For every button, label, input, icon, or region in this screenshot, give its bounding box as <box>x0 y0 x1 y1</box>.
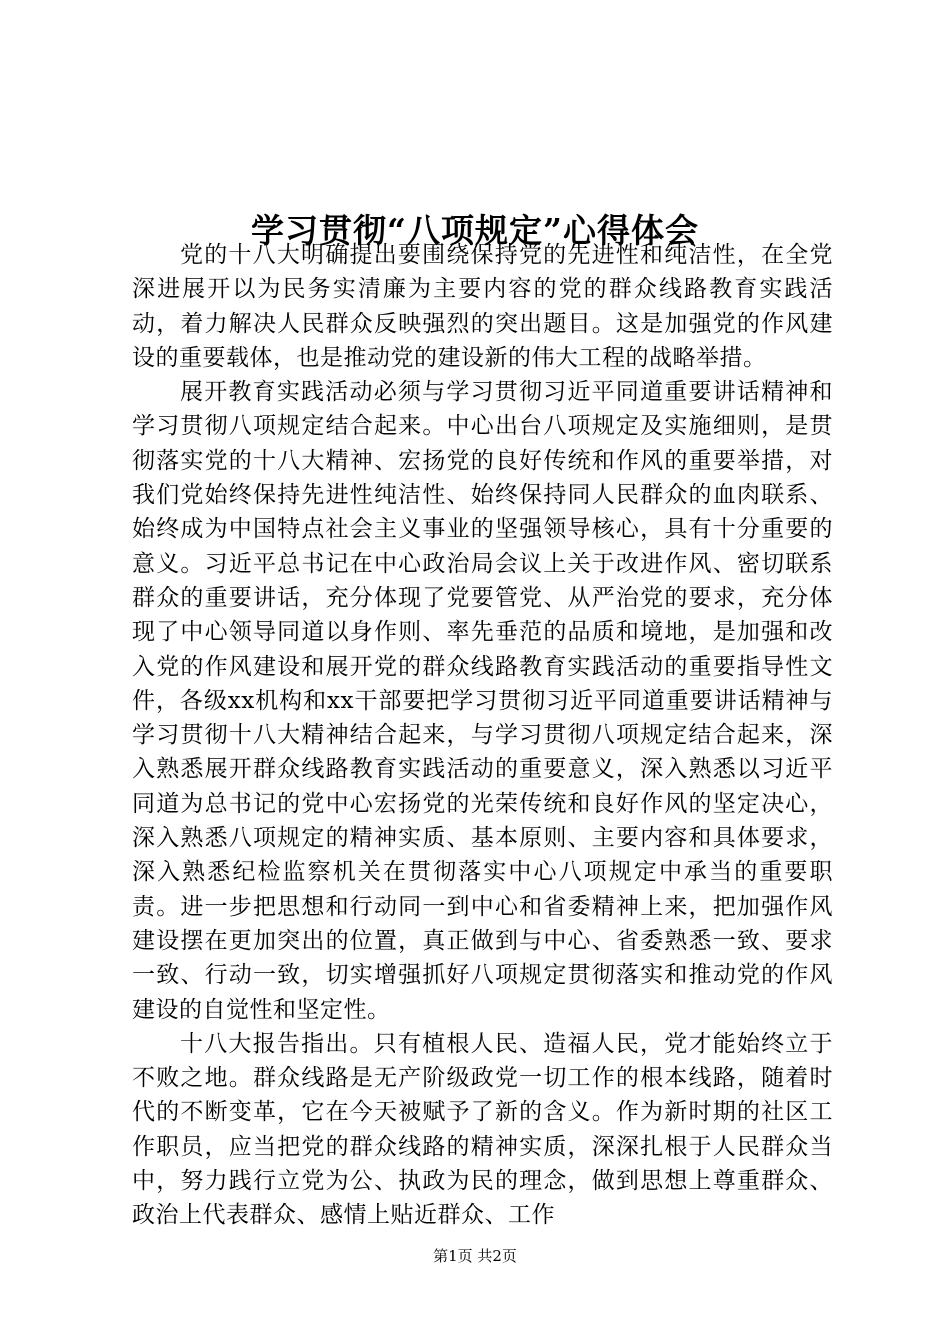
paragraph-3: 十八大报告指出。只有植根人民、造福人民，党才能始终立于不败之地。群众线路是无产阶级政党一切工作的根本线路，随着时代的不断变革，它在今天被赋予了新的含义。作为新时期的社区工作职员，应当把党的群众线路的精神实质，深深扎根于人民群众当中，努力践行立党为公、执政为民的理念，做到思想上尊重群众、政治上代表群众、感情上贴近群众、工作 <box>132 1030 833 1229</box>
paragraph-1: 党的十八大明确提出要围绕保持党的先进性和纯洁性，在全党深进展开以为民务实清廉为主要内容的党的群众线路教育实践活动，着力解决人民群众反映强烈的突出题目。这是加强党的作风建设的重要载体，也是推动党的建设新的伟大工程的战略举措。 <box>132 242 833 371</box>
paragraph-2: 展开教育实践活动必须与学习贯彻习近平同道重要讲话精神和学习贯彻八项规定结合起来。中心出台八项规定及实施细则，是贯彻落实党的十八大精神、宏扬党的良好传统和作风的重要举措，对我们党始终保持先进性纯洁性、始终保持同人民群众的血肉联系、始终成为中国特点社会主义事业的坚强领导核心，具有十分重要的意义。习近平总书记在中心政治局会议上关于改进作风、密切联系群众的重要讲话，充分体现了党要管党、从严治党的要求，充分体现了中心领导同道以身作则、率先垂范的品质和境地，是加强和改入党的作风建设和展开党的群众线路教育实践活动的重要指导性文件，各级xx机构和xx干部要把学习贯彻习近平同道重要讲话精神与学习贯彻十八大精神结合起来，与学习贯彻八项规定结合起来，深入熟悉展开群众线路教育实践活动的重要意义，深入熟悉以习近平同道为总书记的党中心宏扬党的光荣传统和良好作风的坚定决心，深入熟悉八项规定的精神实质、基本原则、主要内容和具体要求，深入熟悉纪检监察机关在贯彻落实中心八项规定中承当的重要职责。进一步把思想和行动同一到中心和省委精神上来，把加强作风建设摆在更加突出的位置，真正做到与中心、省委熟悉一致、要求一致、行动一致，切实增强抓好八项规定贯彻落实和推动党的作风建设的自觉性和坚定性。 <box>132 379 833 1023</box>
document-title: 学习贯彻“八项规定”心得体会 <box>251 211 699 251</box>
document-body <box>132 238 833 1233</box>
page-footer: 第1页 共2页 <box>433 1247 517 1265</box>
